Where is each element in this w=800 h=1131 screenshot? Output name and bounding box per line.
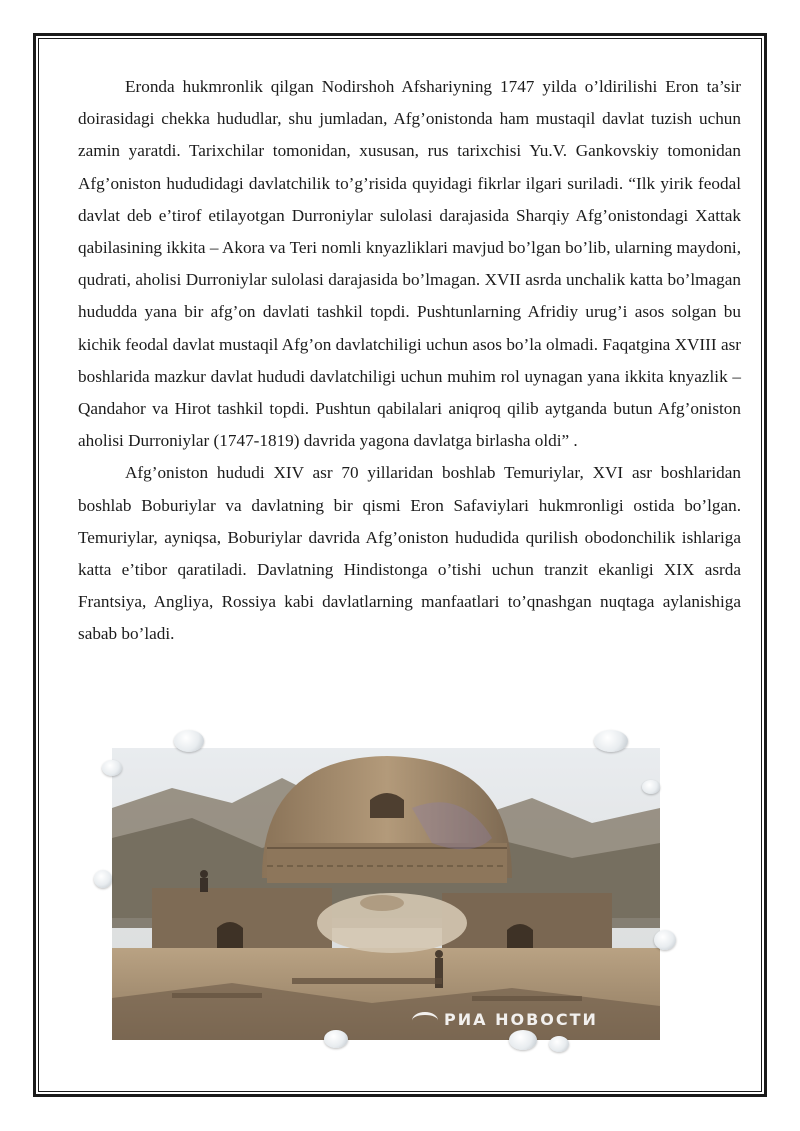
illustration-frame bbox=[94, 730, 684, 1060]
paragraph-1: Eronda hukmronlik qilgan Nodirshoh Afshariyning 1747 yilda o’ldirilishi Eron ta’sir doirasidagi chekka hududlar, shu jumladan, Afg’onistonda ham mustaqil davlat tuzish uchun zamin yaratdi. Tarixchilar tomonidan, xususan, rus tarixchisi Yu.V. Gankovskiy tomonidan Afg’oniston hududidagi davlatchilik to’g’risida quyidagi fikrlar ilgari suriladi. “Ilk yirik feodal davlat deb e’tirof etilayotgan Durroniylar sulolasi darajasida Sharqiy Afg’onistondagi Xattak qabilasining ikkita – Akora va Teri nomli knyazliklari mavjud bo’lgan bo’lib, ularning maydoni, qudrati, aholisi Durroniylar sulolasi darajasida bo’lmagan. XVII asrda unchalik katta bo’lmagan hududda yana bir afg’on davlati tashkil topdi. Pushtunlarning Afridiy urug’i asos solgan bu kichik feodal davlat mustaqil Afg’on davlatchiligi uchun asos bo’la olmadi. Faqatgina XVIII asr boshlarida mazkur davlat hududi davlatchiligi uchun muhim rol uynagan yana ikkita knyazlik – Qandahor va Hirot tashkil topdi. Pushtun qabilalari aniqroq qilib aytganda butun Afg’oniston aholisi Durroniylar (1747-1819) davrida yagona davlatga birlasha oldi” . bbox=[78, 77, 741, 451]
water-drop-decoration-icon bbox=[324, 1030, 348, 1048]
paragraph-2: Afg’oniston hududi XIV asr 70 yillaridan boshlab Temuriylar, XVI asr boshlaridan boshlab Boburiylar va davlatning bir qismi Eron Safaviylari hukmronligi ostida bo’lgan. Temuriylar, ayniqsa, Boburiylar davrida Afg’oniston hududida qurilish obodonchilik ishlariga katta e’tibor qaratiladi. Davlatning Hindistonga o’tishi uchun tranzit ekanligi XIX asrda Frantsiya, Angliya, Rossiya kabi davlatlarning manfaatlari to’qnashgan nuqtaga aylanishiga sabab bo’ladi. bbox=[78, 463, 741, 644]
water-drop-decoration-icon bbox=[102, 760, 122, 776]
water-drop-decoration-icon bbox=[174, 730, 204, 752]
water-drop-decoration-icon bbox=[94, 870, 112, 888]
stupa-photo-drawing bbox=[112, 748, 660, 1040]
watermark-text: РИА НОВОСТИ bbox=[444, 1010, 598, 1029]
ria-novosti-watermark bbox=[412, 1010, 598, 1029]
stupa-photo bbox=[112, 748, 660, 1040]
water-drop-decoration-icon bbox=[642, 780, 660, 794]
water-drop-decoration-icon bbox=[549, 1036, 569, 1052]
document-body bbox=[78, 71, 741, 651]
water-drop-decoration-icon bbox=[594, 730, 628, 752]
water-drop-decoration-icon bbox=[654, 930, 676, 950]
ria-logo-icon bbox=[412, 1012, 438, 1029]
water-drop-decoration-icon bbox=[509, 1030, 537, 1050]
